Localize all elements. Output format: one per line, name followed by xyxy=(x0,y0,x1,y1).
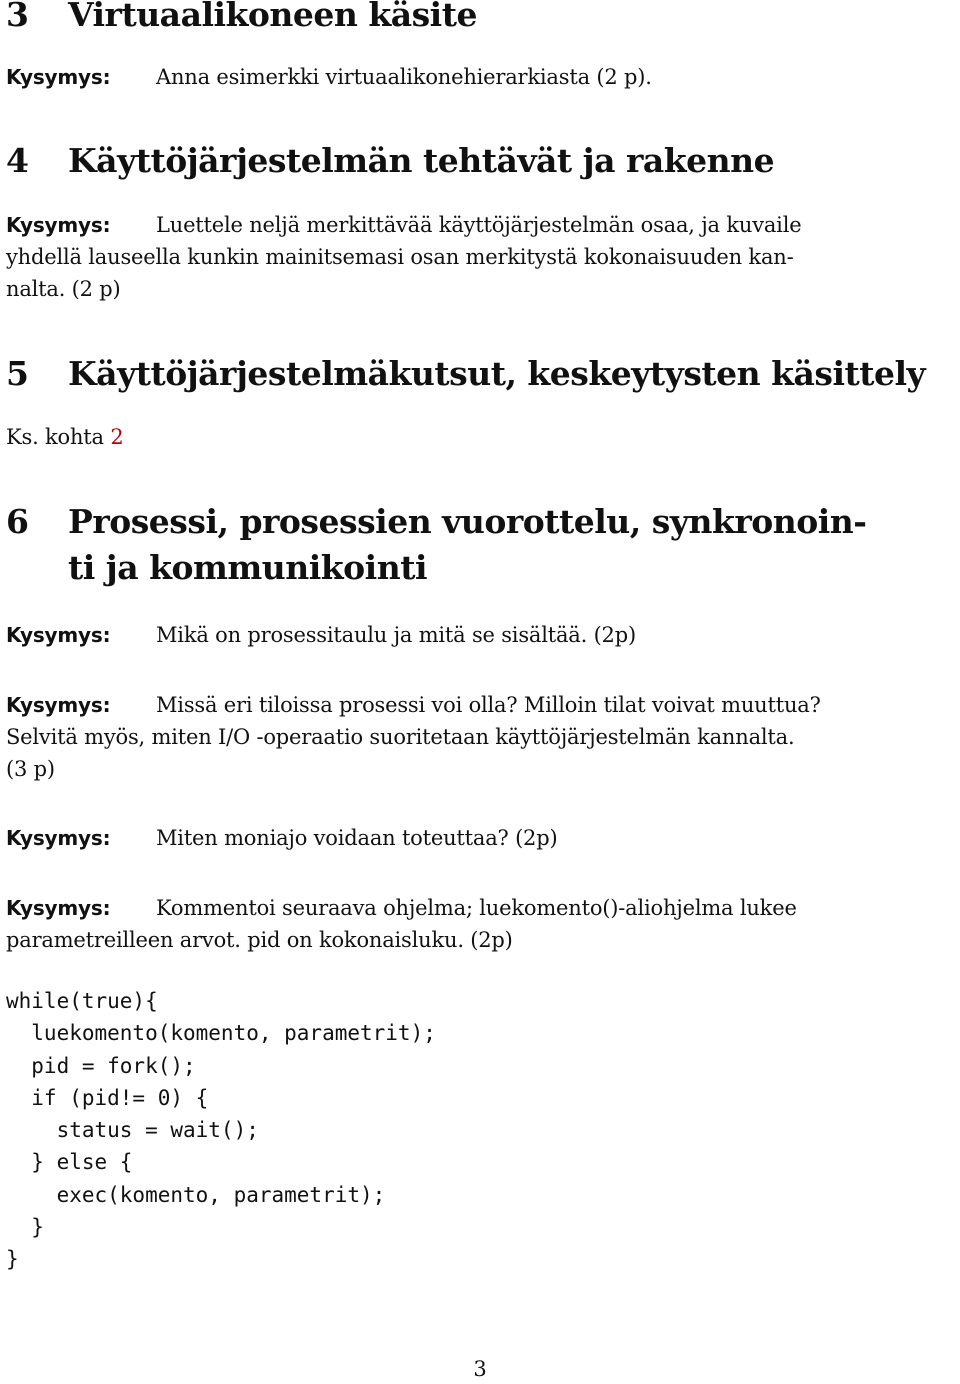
question-text: Anna esimerkki virtuaalikonehierarkiasta (2 p). xyxy=(156,65,652,89)
code-line: if (pid!= 0) { xyxy=(6,1085,209,1110)
section-title: Virtuaalikoneen käsite xyxy=(68,0,477,34)
code-line: pid = fork(); xyxy=(6,1053,196,1078)
reference-text: Ks. kohta xyxy=(6,425,111,449)
question-text: nalta. (2 p) xyxy=(6,277,121,301)
question-text: yhdellä lauseella kunkin mainitsemasi osan merkitystä kokonaisuuden kan- xyxy=(6,245,794,269)
document-page xyxy=(6,0,954,1384)
question-text: (3 p) xyxy=(6,757,55,781)
section-title: Käyttöjärjestelmän tehtävät ja rakenne xyxy=(68,141,775,180)
question-text: Mikä on prosessitaulu ja mitä se sisältää. (2p) xyxy=(156,623,636,647)
code-listing xyxy=(6,985,436,1276)
code-line: } xyxy=(6,1215,44,1240)
section-4-heading xyxy=(6,138,774,184)
question-text: Selvitä myös, miten I/O -operaatio suoritetaan käyttöjärjestelmän kannalta. xyxy=(6,725,795,749)
code-line: exec(komento, parametrit); xyxy=(6,1182,386,1207)
question-label: Kysymys: xyxy=(6,213,111,237)
question-label: Kysymys: xyxy=(6,826,111,850)
section-3-heading xyxy=(6,0,477,38)
question-s4-1 xyxy=(6,209,954,305)
section-5-reference xyxy=(6,421,954,453)
section-6-heading xyxy=(6,499,866,591)
question-label: Kysymys: xyxy=(6,896,111,920)
question-label: Kysymys: xyxy=(6,623,111,647)
code-line: while(true){ xyxy=(6,989,158,1013)
section-title: Prosessi, prosessien vuorottelu, synkronoin- xyxy=(68,502,867,541)
section-title: Käyttöjärjestelmäkutsut, keskeytysten käsittely xyxy=(68,354,926,393)
question-label: Kysymys: xyxy=(6,65,111,89)
page-number: 3 xyxy=(473,1357,487,1381)
code-line: } xyxy=(6,1247,19,1272)
question-label: Kysymys: xyxy=(6,693,111,717)
section-number: 4 xyxy=(6,141,29,180)
question-text: Kommentoi seuraava ohjelma; luekomento()-aliohjelma lukee xyxy=(156,896,797,920)
section-number: 5 xyxy=(6,354,29,393)
section-title-continuation: ti ja kommunikointi xyxy=(68,548,427,587)
section-5-heading xyxy=(6,351,925,397)
question-s6-2 xyxy=(6,689,954,785)
code-line: luekomento(komento, parametrit); xyxy=(6,1021,436,1046)
code-line: } else { xyxy=(6,1150,133,1175)
question-text: Luettele neljä merkittävää käyttöjärjestelmän osaa, ja kuvaile xyxy=(156,213,802,237)
question-s3-1 xyxy=(6,61,954,93)
question-text: Miten moniajo voidaan toteuttaa? (2p) xyxy=(156,826,558,850)
section-number: 6 xyxy=(6,502,29,541)
question-s6-3 xyxy=(6,822,954,854)
section-number: 3 xyxy=(6,0,29,34)
question-s6-1 xyxy=(6,619,954,651)
reference-link[interactable]: 2 xyxy=(110,425,124,449)
question-text: Missä eri tiloissa prosessi voi olla? Milloin tilat voivat muuttua? xyxy=(156,693,821,717)
question-text: parametreilleen arvot. pid on kokonaisluku. (2p) xyxy=(6,928,513,952)
question-s6-4 xyxy=(6,892,954,956)
code-line: status = wait(); xyxy=(6,1118,259,1143)
